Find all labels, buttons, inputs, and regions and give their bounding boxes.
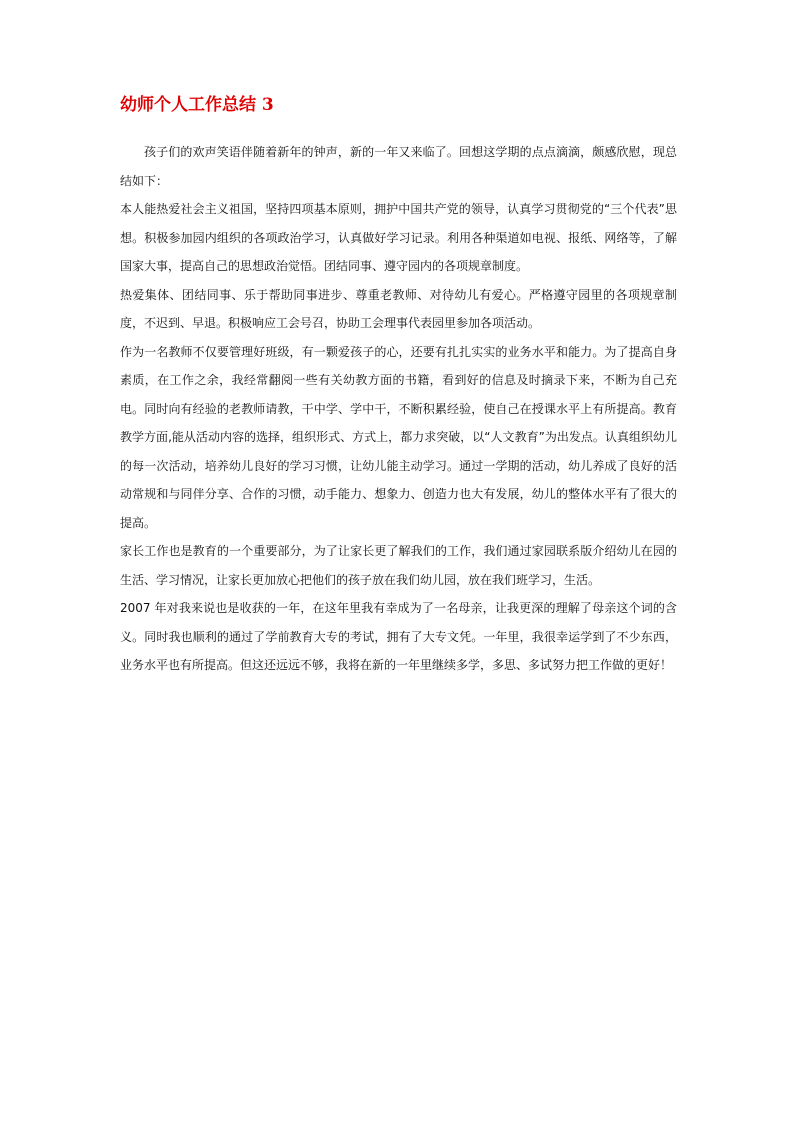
document-title: 幼师个人工作总结 3 (120, 95, 274, 115)
year-summary-paragraph: 2007 年对我来说也是收获的一年，在这年里我有幸成为了一名母亲，让我更深的理解了母亲这个词的含义。同时我也顺利的通过了学前教育大专的考试，拥有了大专文凭。一年里，我很幸运学到了不少东西，业务水平也有所提高。但这还远远不够，我将在新的一年里继续多学，多思、多试努力把工作做的更好！ (120, 601, 677, 672)
intro-paragraph: 孩子们的欢声笑语伴随着新年的钟声，新的一年又来临了。回想这学期的点点滴滴，颇感欣慰，现总结如下： (120, 145, 677, 188)
collective-paragraph: 热爱集体、团结同事、乐于帮助同事进步、尊重老教师、对待幼儿有爱心。严格遵守园里的各项规章制度，不迟到、早退。积极响应工会号召，协助工会理事代表园里参加各项活动。 (120, 287, 677, 330)
document-body (120, 94, 677, 680)
parents-paragraph: 家长工作也是教育的一个重要部分，为了让家长更了解我们的工作，我们通过家园联系版介绍幼儿在园的生活、学习情况，让家长更加放心把他们的孩子放在我们幼儿园，放在我们班学习，生活。 (120, 544, 677, 587)
politics-paragraph: 本人能热爱社会主义祖国，坚持四项基本原则，拥护中国共产党的领导，认真学习贯彻党的“三个代表”思想。积极参加园内组织的各项政治学习，认真做好学习记录。利用各种渠道如电视、报纸、网络等，了解国家大事，提高自己的思想政治觉悟。团结同事、遵守园内的各项规章制度。 (120, 202, 677, 273)
teaching-paragraph: 作为一名教师不仅要管理好班级，有一颗爱孩子的心，还要有扎扎实实的业务水平和能力。为了提高自身素质，在工作之余，我经常翻阅一些有关幼教方面的书籍，看到好的信息及时摘录下来，不断为自己充电。同时向有经验的老教师请教，干中学、学中干，不断积累经验，使自己在授课水平上有所提高。教育教学方面,能从活动内容的选择，组织形式、方式上，都力求突破，以“人文教育”为出发点。认真组织幼儿的每一次活动，培养幼儿良好的学习习惯，让幼儿能主动学习。通过一学期的活动，幼儿养成了良好的活动常规和与同伴分享、合作的习惯，动手能力、想象力、创造力也大有发展，幼儿的整体水平有了很大的提高。 (120, 344, 677, 530)
